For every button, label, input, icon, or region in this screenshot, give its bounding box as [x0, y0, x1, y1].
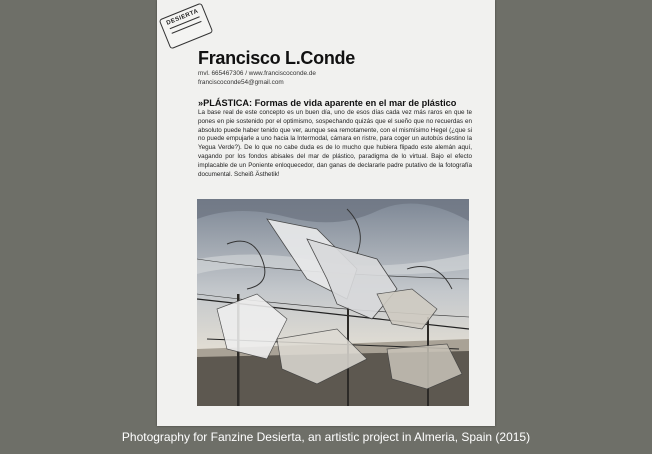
contact-email: franciscoconde54@gmail.com — [198, 78, 284, 86]
plastic-sculpture-photo — [197, 199, 469, 406]
fanzine-page — [157, 0, 495, 426]
desierta-stamp-logo — [159, 3, 214, 50]
author-name: Francisco L.Conde — [198, 48, 355, 68]
author-contact — [198, 70, 316, 87]
stamp-title: DESIERTA — [165, 8, 200, 27]
contact-phone-web: mvl. 665467306 / www.franciscoconde.de — [198, 70, 316, 77]
article-body: La base real de este concepto es un buen día, uno de esos días cada vez más raros en que te pones en pie sostenido por el optimismo, sospechando quizás que el sueño que no recuerdas en absoluto puede haber tenido que ver, aunque sea remotamente, con el mismísimo Hegel (¿que si no puede empujarle a uno hacia la Intermodal, cámara en ristre, para coger un autobús destino la Yegua Verde?). De lo que no cabe duda es de lo mucho que hubiera flipado este alemán aquí, vagando por los fondos abisales del mar de plástico, paradigma de lo virtual. Bajo el efecto implacable de un Poniente enloquecedor, dan ganas de declararle padre putativo de la fotografía documental. Scheiß Ästhetik! — [198, 109, 472, 178]
photo-illustration — [197, 199, 469, 406]
article-headline: »PLÁSTICA: Formas de vida aparente en el mar de plástico — [198, 98, 457, 108]
photo-caption: Photography for Fanzine Desierta, an artistic project in Almeria, Spain (2015) — [121, 430, 531, 444]
